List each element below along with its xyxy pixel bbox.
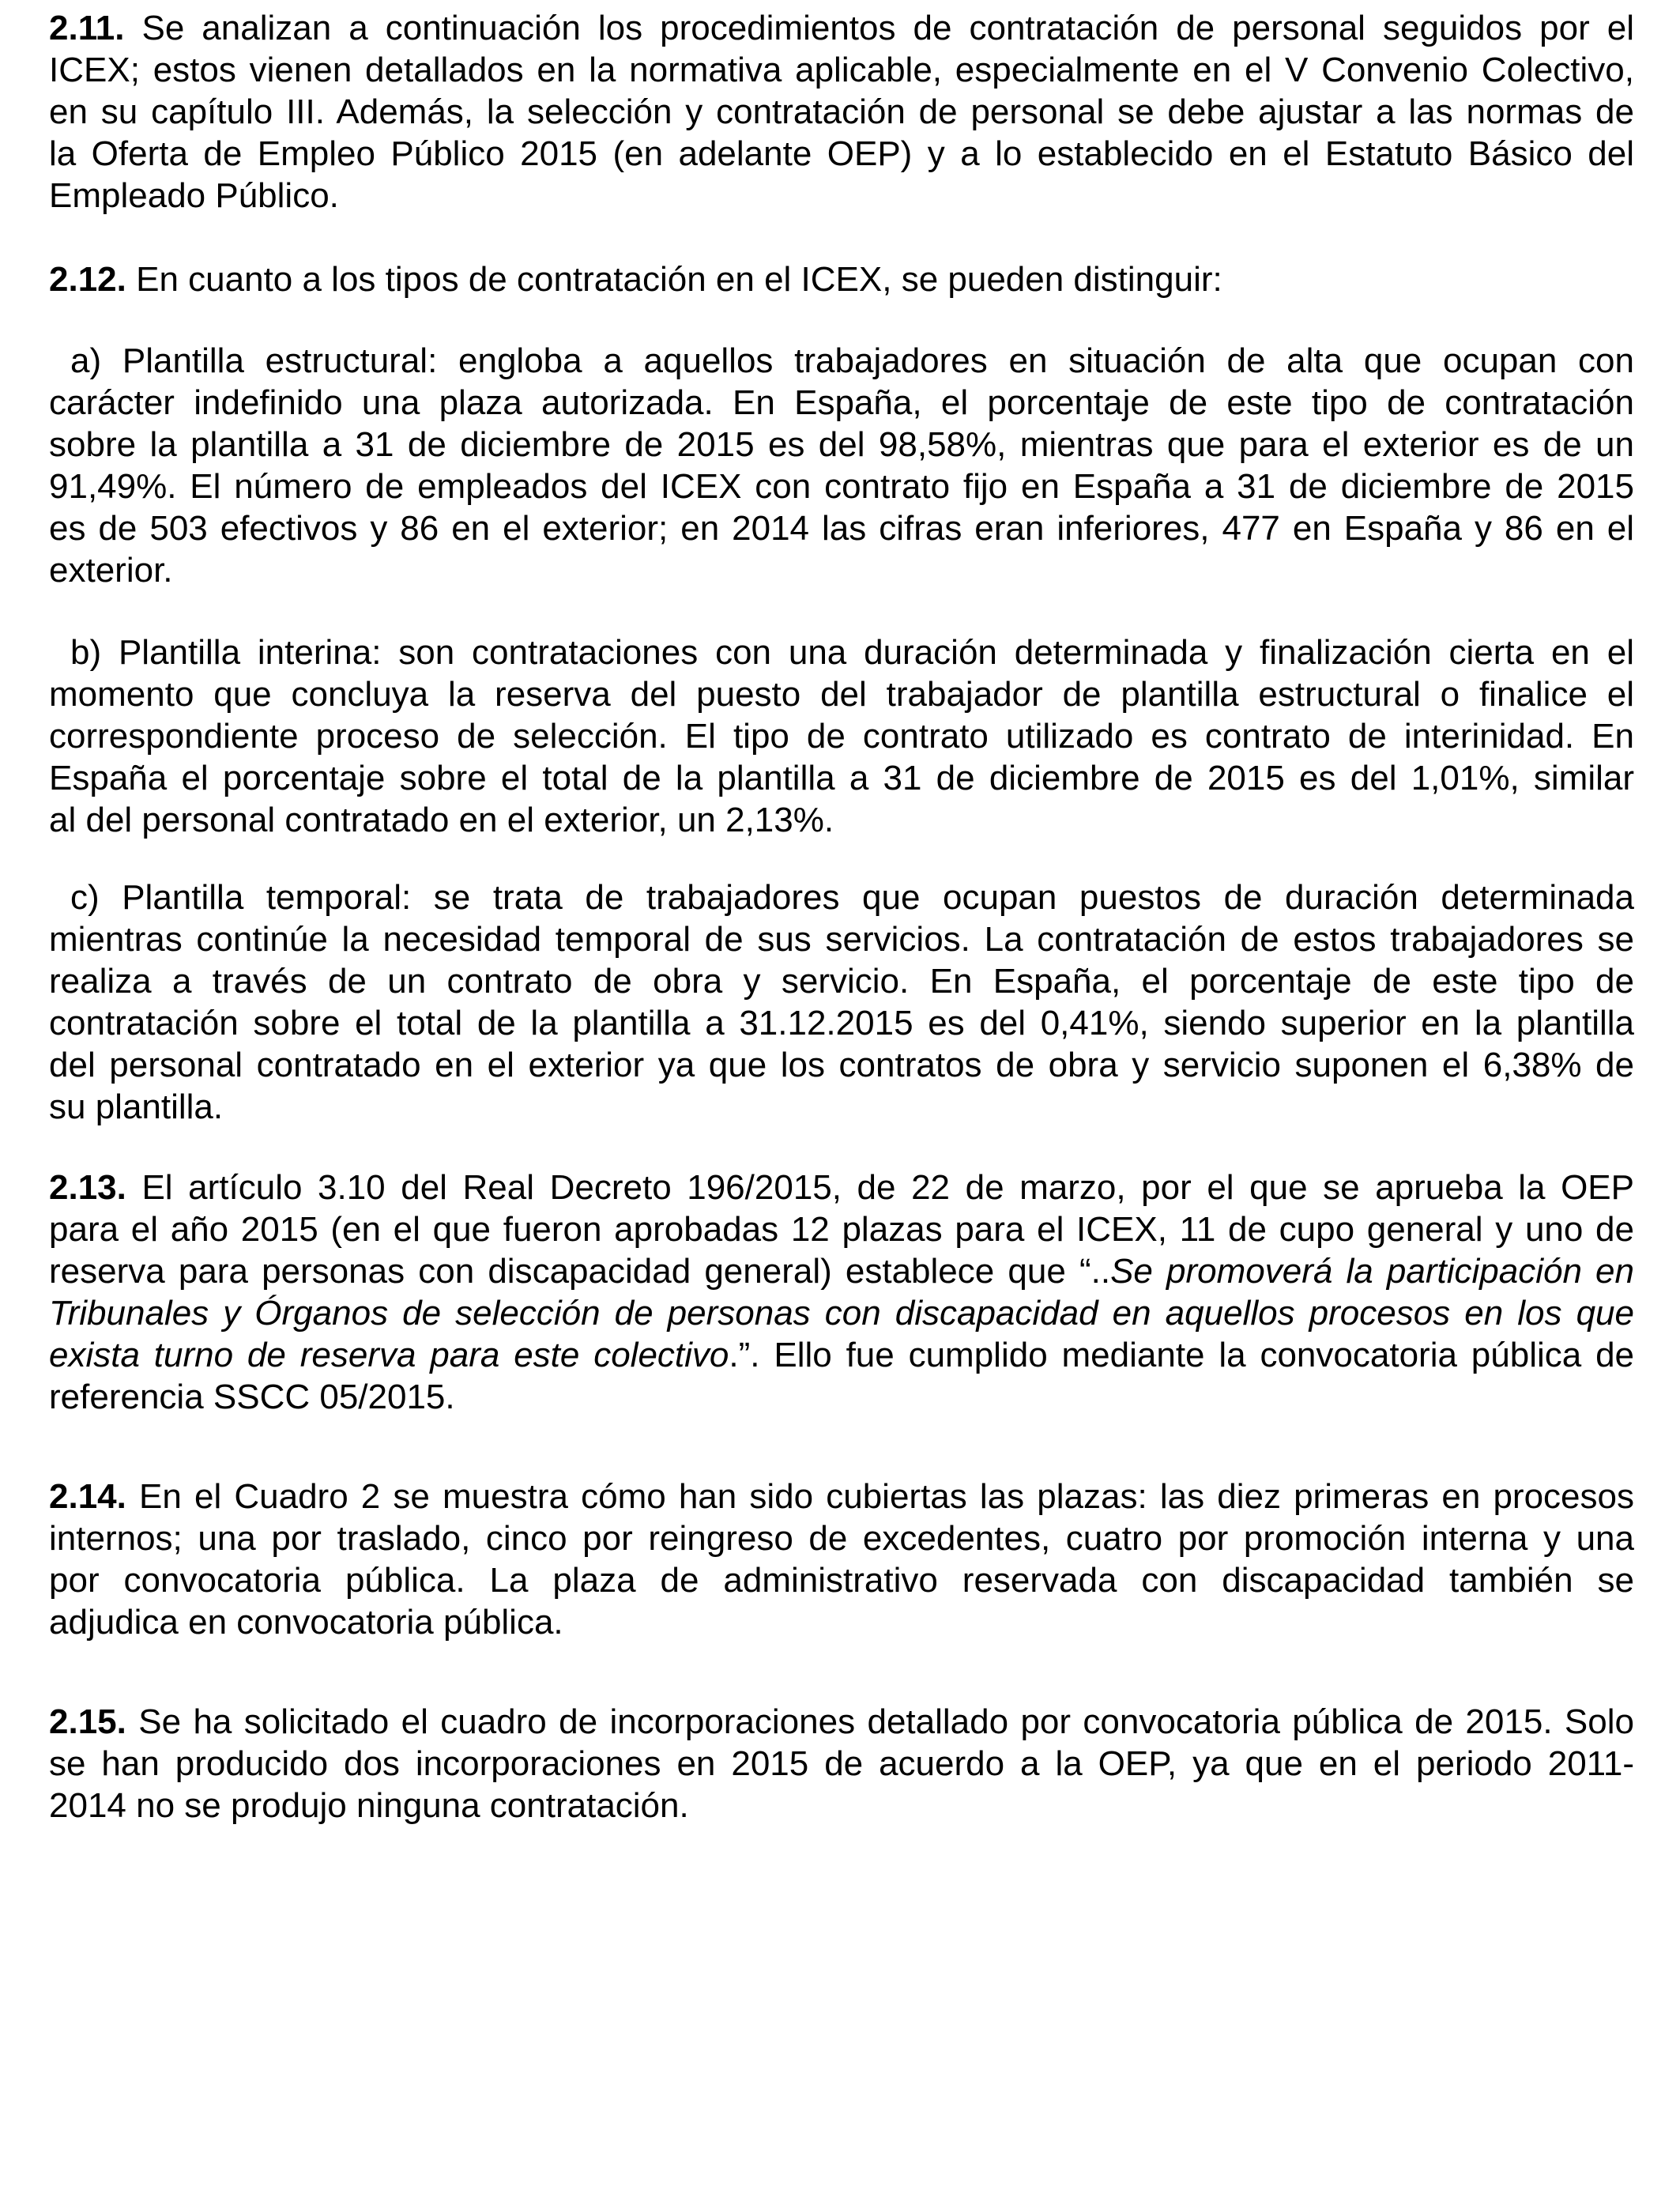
paragraph-line: Empleado Público.	[49, 176, 339, 215]
paragraph-line: correspondiente proceso de selección. El tipo de contrato utilizado es contrato de interinidad. En	[49, 717, 1634, 756]
paragraph-line: a) Plantilla estructural: engloba a aquellos trabajadores en situación de alta que ocupan con	[70, 341, 1634, 380]
paragraph-line	[49, 1334, 1634, 1376]
section-number: 2.12.	[49, 260, 126, 299]
paragraph-line: c) Plantilla temporal: se trata de trabajadores que ocupan puestos de duración determinada	[70, 878, 1634, 917]
paragraph-line: es de 503 efectivos y 86 en el exterior; en 2014 las cifras eran inferiores, 477 en España y 86 en el	[49, 509, 1634, 548]
line-text: reserva para personas con discapacidad general) establece que “..	[49, 1252, 1111, 1291]
paragraph-line: adjudica en convocatoria pública.	[49, 1603, 563, 1642]
section-number: 2.14.	[49, 1477, 126, 1516]
quoted-text: exista turno de reserva para este colectivo	[49, 1336, 729, 1374]
paragraph-line: se han producido dos incorporaciones en 2015 de acuerdo a la OEP, ya que en el periodo 2011-	[49, 1744, 1634, 1783]
section-number: 2.11.	[49, 9, 125, 47]
paragraph-line: contratación sobre el total de la plantilla a 31.12.2015 es del 0,41%, siendo superior en la plantilla	[49, 1004, 1634, 1042]
paragraph-line: sobre la plantilla a 31 de diciembre de 2015 es del 98,58%, mientras que para el exterior es de un	[49, 425, 1634, 464]
quoted-text-line: Tribunales y Órganos de selección de personas con discapacidad en aquellos procesos en los que	[49, 1294, 1634, 1333]
paragraph-line: ICEX; estos vienen detallados en la normativa aplicable, especialmente en el V Convenio Colectivo,	[49, 51, 1634, 89]
paragraph-line: España el porcentaje sobre el total de la plantilla a 31 de diciembre de 2015 es del 1,01%, similar	[49, 759, 1634, 797]
section-2-13	[49, 1167, 1634, 1418]
paragraph-line: momento que concluya la reserva del puesto del trabajador de plantilla estructural o finalice el	[49, 675, 1634, 714]
section-2-14	[49, 1476, 1634, 1643]
paragraph-line: 91,49%. El número de empleados del ICEX con contrato fijo en España a 31 de diciembre de 2015	[49, 467, 1634, 506]
list-item-c	[49, 876, 1634, 1128]
paragraph-line: 2014 no se produjo ninguna contratación.	[49, 1786, 689, 1825]
paragraph-line: referencia SSCC 05/2015.	[49, 1378, 455, 1416]
section-2-15	[49, 1701, 1634, 1826]
paragraph-line: para el año 2015 (en el que fueron aprobadas 12 plazas para el ICEX, 11 de cupo general y uno de	[49, 1210, 1634, 1249]
paragraph-line: por convocatoria pública. La plaza de administrativo reservada con discapacidad también se	[49, 1561, 1634, 1600]
paragraph-line	[49, 258, 1634, 300]
line-text: El artículo 3.10 del Real Decreto 196/2015, de 22 de marzo, por el que se aprueba la OEP	[141, 1168, 1634, 1207]
paragraph-line: la Oferta de Empleo Público 2015 (en adelante OEP) y a lo establecido en el Estatuto Básico del	[49, 134, 1634, 173]
paragraph-line	[49, 1476, 1634, 1517]
paragraph-line	[49, 7, 1634, 49]
list-item-a	[49, 340, 1634, 591]
paragraph-line: b) Plantilla interina: son contrataciones con una duración determinada y finalización cierta en el	[70, 633, 1634, 672]
paragraph-line: del personal contratado en el exterior ya que los contratos de obra y servicio suponen el 6,38% de	[49, 1046, 1634, 1084]
paragraph-line: realiza a través de un contrato de obra y servicio. En España, el porcentaje de este tipo de	[49, 962, 1634, 1001]
paragraph-line	[49, 1701, 1634, 1743]
section-2-11	[49, 7, 1634, 217]
paragraph-line: su plantilla.	[49, 1088, 224, 1126]
paragraph-line: exterior.	[49, 551, 173, 590]
line-text: .”. Ello fue cumplido mediante la convocatoria pública de	[729, 1336, 1635, 1374]
section-number: 2.15.	[49, 1702, 126, 1741]
paragraph-line: mientras continúe la necesidad temporal de sus servicios. La contratación de estos trabajadores se	[49, 920, 1634, 959]
section-2-12	[49, 258, 1634, 300]
line-text: En cuanto a los tipos de contratación en el ICEX, se pueden distinguir:	[136, 260, 1222, 299]
paragraph-line: carácter indefinido una plaza autorizada. En España, el porcentaje de este tipo de contratación	[49, 383, 1634, 422]
paragraph-line	[49, 1250, 1634, 1292]
section-number: 2.13.	[49, 1168, 126, 1207]
line-text: En el Cuadro 2 se muestra cómo han sido cubiertas las plazas: las diez primeras en procesos	[139, 1477, 1634, 1516]
paragraph-line	[49, 1167, 1634, 1208]
line-text: Se ha solicitado el cuadro de incorporaciones detallado por convocatoria pública de 2015. Solo	[138, 1702, 1634, 1741]
list-item-b	[49, 631, 1634, 841]
quoted-text: Se promoverá la participación en	[1110, 1252, 1634, 1291]
document-body	[49, 7, 1634, 1826]
line-text: Se analizan a continuación los procedimientos de contratación de personal seguidos por el	[141, 9, 1634, 47]
paragraph-line: internos; una por traslado, cinco por reingreso de excedentes, cuatro por promoción interna y una	[49, 1519, 1634, 1558]
paragraph-line: al del personal contratado en el exterior, un 2,13%.	[49, 801, 834, 839]
paragraph-line: en su capítulo III. Además, la selección y contratación de personal se debe ajustar a las normas de	[49, 92, 1634, 131]
